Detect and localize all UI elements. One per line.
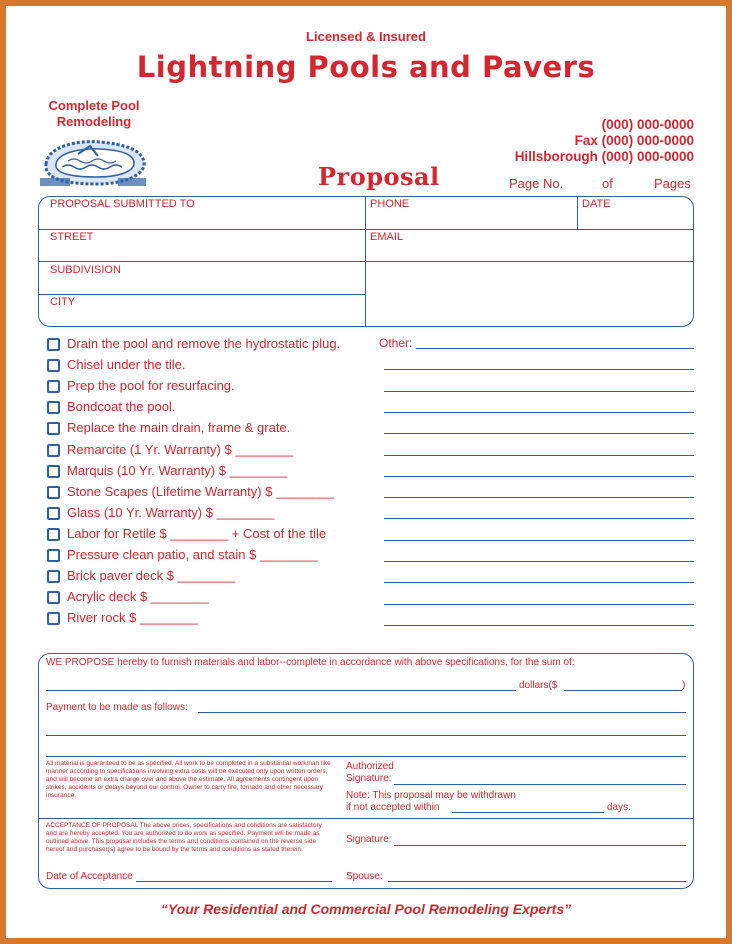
other-line-7[interactable]	[384, 497, 694, 498]
pages-label: Pages	[654, 176, 691, 191]
other-line-10[interactable]	[384, 561, 694, 562]
footer-tagline: “Your Residential and Commercial Pool Remodeling Experts”	[160, 901, 572, 917]
other-line-12[interactable]	[384, 604, 694, 605]
proposal-title: Proposal	[318, 162, 440, 191]
other-line-8[interactable]	[384, 518, 694, 519]
checklist-item-label: Glass (10 Yr. Warranty) $ ________	[67, 505, 275, 520]
authorized-label: Authorized	[346, 761, 394, 772]
dollars-label: dollars($	[519, 680, 558, 691]
other-line-5[interactable]	[384, 455, 694, 456]
phone-number: (000) 000-0000	[601, 117, 694, 132]
checklist-item-label: Stone Scapes (Lifetime Warranty) $ ________	[67, 484, 334, 499]
subdivision-field[interactable]: SUBDIVISION	[50, 264, 121, 276]
signature-label: Signature:	[346, 834, 392, 845]
date-of-acceptance-label: Date of Acceptance	[46, 871, 133, 882]
checkbox-0[interactable]	[47, 338, 60, 351]
signature-line[interactable]	[394, 845, 686, 846]
city-field[interactable]: CITY	[50, 296, 76, 308]
payment-line-3[interactable]	[46, 756, 686, 757]
checkbox-1[interactable]	[47, 359, 60, 372]
guarantee-text: All material is guaranteed to be as specified. All work to be completed in a substantial workman like manner according to specifications involving extra costs will be executed only upon written orders, and will become an extra charge over and above the estimate. All agreements contingent upon strikes, accidents or delays beyond our control. Owner to carry fire, tornado and other necessary insurance.	[46, 760, 331, 799]
checkbox-4[interactable]	[47, 422, 60, 435]
other-line-11[interactable]	[384, 582, 694, 583]
dollars-close: )	[682, 680, 686, 691]
checklist-item-label: Pressure clean patio, and stain $ ________	[67, 547, 318, 562]
phone-field[interactable]: PHONE	[370, 198, 410, 210]
info-divider-2	[39, 261, 693, 262]
days-label: days.	[607, 802, 631, 813]
other-line-3[interactable]	[384, 412, 694, 413]
other-label: Other:	[379, 336, 413, 350]
checkbox-10[interactable]	[47, 549, 60, 562]
licensed-text: Licensed & Insured	[306, 29, 426, 44]
other-line-0[interactable]	[416, 348, 694, 349]
acceptance-divider	[39, 818, 693, 819]
spouse-line[interactable]	[388, 881, 686, 882]
tagline-line2: Remodeling	[56, 114, 132, 129]
payment-line-2[interactable]	[46, 735, 686, 736]
fax-number: Fax (000) 000-0000	[574, 133, 694, 148]
dollars-amount-line[interactable]	[564, 690, 682, 691]
note-line1: Note: This proposal may be withdrawn	[346, 790, 516, 801]
checkbox-2[interactable]	[47, 380, 60, 393]
other-line-13[interactable]	[384, 625, 694, 626]
checkbox-6[interactable]	[47, 465, 60, 478]
checkbox-5[interactable]	[47, 444, 60, 457]
checkbox-12[interactable]	[47, 591, 60, 604]
info-vdivider-1	[365, 197, 366, 326]
submitted-to-field[interactable]: PROPOSAL SUBMITTED TO	[50, 198, 195, 210]
email-field[interactable]: EMAIL	[370, 231, 404, 243]
checklist-item-label: Bondcoat the pool.	[67, 399, 176, 414]
acceptance-text: ACCEPTANCE OF PROPOSAL The above prices, specifications and conditions are satisfactory and are hereby accepted. You are authorized to do work as specified. Payment will be made as outlined above. This proposal includes the terms and conditions contained on the reverse side hereof and purchaser(s) agree to be bound by the terms and conditions as stated therein.	[46, 822, 322, 853]
checklist-item-label: Remarcite (1 Yr. Warranty) $ ________	[67, 442, 294, 457]
checkbox-8[interactable]	[47, 507, 60, 520]
days-line[interactable]	[452, 812, 604, 813]
payment-label: Payment to be made as follows:	[46, 702, 188, 713]
sum-line[interactable]	[46, 690, 516, 691]
other-line-6[interactable]	[384, 476, 694, 477]
other-line-9[interactable]	[384, 540, 694, 541]
complete-pool-tagline	[40, 98, 148, 130]
payment-line-1[interactable]	[198, 712, 686, 713]
other-line-1[interactable]	[384, 369, 694, 370]
spouse-label: Spouse:	[346, 871, 383, 882]
checkbox-3[interactable]	[47, 401, 60, 414]
info-divider-1	[39, 229, 693, 230]
hillsborough-number: Hillsborough (000) 000-0000	[514, 149, 694, 164]
checklist-item-label: Brick paver deck $ ________	[67, 568, 236, 583]
checklist-item-label: Labor for Retile $ ________ + Cost of the tile	[67, 526, 327, 541]
checklist-item-label: Prep the pool for resurfacing.	[67, 378, 235, 393]
authorized-signature-line[interactable]	[394, 784, 686, 785]
info-divider-3	[39, 294, 365, 295]
checkbox-11[interactable]	[47, 570, 60, 583]
checklist-item-label: River rock $ ________	[67, 610, 198, 625]
page-no-label: Page No.	[509, 176, 564, 191]
checklist-item-label: Acrylic deck $ ________	[67, 589, 209, 604]
authorized-signature-label: Signature:	[346, 773, 392, 784]
checkbox-9[interactable]	[47, 528, 60, 541]
date-field[interactable]: DATE	[582, 198, 611, 210]
info-vdivider-2	[577, 197, 578, 229]
we-propose-text: WE PROPOSE hereby to furnish materials and labor--complete in accordance with above specifications, for the sum of:	[46, 657, 575, 668]
street-field[interactable]: STREET	[50, 231, 94, 243]
note-line2: if not accepted within	[346, 802, 440, 813]
date-of-acceptance-line[interactable]	[136, 881, 332, 882]
tagline-line1: Complete Pool	[48, 98, 140, 113]
checkbox-13[interactable]	[47, 612, 60, 625]
contact-numbers	[515, 117, 694, 165]
checklist-item-label: Drain the pool and remove the hydrostatic plug.	[67, 336, 341, 351]
pool-logo-icon	[38, 134, 150, 190]
checklist-item-label: Replace the main drain, frame & grate.	[67, 420, 291, 435]
other-line-4[interactable]	[384, 433, 694, 434]
of-label: of	[602, 176, 613, 191]
checkbox-7[interactable]	[47, 486, 60, 499]
company-name: Lightning Pools and Pavers	[136, 50, 596, 84]
checklist-item-label: Marquis (10 Yr. Warranty) $ ________	[67, 463, 288, 478]
checklist-item-label: Chisel under the tile.	[67, 357, 186, 372]
other-line-2[interactable]	[384, 391, 694, 392]
